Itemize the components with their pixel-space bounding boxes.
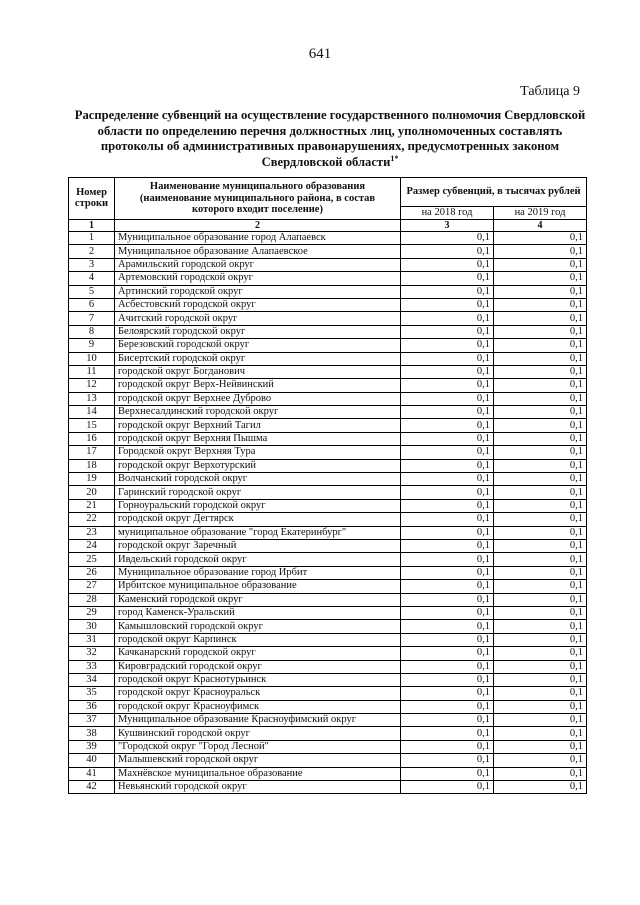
table-row — [69, 258, 587, 271]
subsidy-2019: 0,1 — [494, 687, 587, 700]
subsidy-2018: 0,1 — [401, 312, 494, 325]
municipality-name: городской округ Карпинск — [115, 633, 401, 646]
row-number: 5 — [69, 285, 115, 298]
table-row — [69, 553, 587, 566]
municipality-name: город Каменск-Уральский — [115, 606, 401, 619]
table-row — [69, 754, 587, 767]
table-row — [69, 647, 587, 660]
subsidy-2019: 0,1 — [494, 566, 587, 579]
municipality-name: Волчанский городской округ — [115, 473, 401, 486]
table-row — [69, 740, 587, 753]
municipality-name: Муниципальное образование город Алапаевск — [115, 232, 401, 245]
row-number: 32 — [69, 647, 115, 660]
subsidy-2019: 0,1 — [494, 245, 587, 258]
table-body — [69, 232, 587, 794]
header-year-2019: на 2019 год — [494, 207, 587, 220]
table-row — [69, 767, 587, 780]
municipality-name: городской округ Верхний Тагил — [115, 419, 401, 432]
row-number: 24 — [69, 539, 115, 552]
row-number: 14 — [69, 406, 115, 419]
subsidy-2018: 0,1 — [401, 767, 494, 780]
table-row — [69, 593, 587, 606]
row-number: 42 — [69, 781, 115, 794]
subsidy-2018: 0,1 — [401, 633, 494, 646]
municipality-name: городской округ Краснотурьинск — [115, 673, 401, 686]
row-number: 36 — [69, 700, 115, 713]
row-number: 13 — [69, 392, 115, 405]
table-label: Таблица 9 — [520, 84, 580, 99]
row-number: 40 — [69, 754, 115, 767]
subsidy-2018: 0,1 — [401, 232, 494, 245]
municipality-name: Ачитский городской округ — [115, 312, 401, 325]
table-row — [69, 580, 587, 593]
subsidy-2018: 0,1 — [401, 258, 494, 271]
subsidy-2019: 0,1 — [494, 754, 587, 767]
subsidy-2019: 0,1 — [494, 499, 587, 512]
page-number: 641 — [308, 46, 332, 62]
municipality-name: городской округ Заречный — [115, 539, 401, 552]
row-number: 27 — [69, 580, 115, 593]
municipality-name: Арамильский городской округ — [115, 258, 401, 271]
table-row — [69, 245, 587, 258]
table-row — [69, 526, 587, 539]
table-row — [69, 499, 587, 512]
table-row — [69, 392, 587, 405]
table-row — [69, 379, 587, 392]
subsidy-2018: 0,1 — [401, 754, 494, 767]
subsidy-2019: 0,1 — [494, 473, 587, 486]
table-row — [69, 419, 587, 432]
row-number: 10 — [69, 352, 115, 365]
subsidy-2018: 0,1 — [401, 432, 494, 445]
table-row — [69, 714, 587, 727]
subsidy-2018: 0,1 — [401, 298, 494, 311]
subsidy-2018: 0,1 — [401, 781, 494, 794]
row-number: 41 — [69, 767, 115, 780]
subsidy-2018: 0,1 — [401, 272, 494, 285]
subsidy-2019: 0,1 — [494, 406, 587, 419]
row-number: 7 — [69, 312, 115, 325]
table-row — [69, 566, 587, 579]
row-number: 31 — [69, 633, 115, 646]
row-number: 15 — [69, 419, 115, 432]
municipality-name: Ивдельский городской округ — [115, 553, 401, 566]
subsidy-2019: 0,1 — [494, 312, 587, 325]
table-row — [69, 339, 587, 352]
subsidy-2019: 0,1 — [494, 633, 587, 646]
subsidy-2019: 0,1 — [494, 258, 587, 271]
municipality-name: городской округ Верхотурский — [115, 459, 401, 472]
subsidy-2018: 0,1 — [401, 352, 494, 365]
row-number: 25 — [69, 553, 115, 566]
table-row — [69, 660, 587, 673]
subsidy-2019: 0,1 — [494, 740, 587, 753]
row-number: 38 — [69, 727, 115, 740]
subsidy-table — [68, 177, 587, 794]
subsidy-2018: 0,1 — [401, 446, 494, 459]
municipality-name: Муниципальное образование Алапаевское — [115, 245, 401, 258]
row-number: 18 — [69, 459, 115, 472]
subsidy-2018: 0,1 — [401, 245, 494, 258]
table-row — [69, 781, 587, 794]
subsidy-2018: 0,1 — [401, 379, 494, 392]
table-row — [69, 700, 587, 713]
table-row — [69, 687, 587, 700]
subsidy-2018: 0,1 — [401, 620, 494, 633]
row-number: 19 — [69, 473, 115, 486]
row-number: 4 — [69, 272, 115, 285]
subsidy-2019: 0,1 — [494, 459, 587, 472]
subsidy-2019: 0,1 — [494, 513, 587, 526]
row-number: 29 — [69, 606, 115, 619]
table-row — [69, 727, 587, 740]
table-row — [69, 473, 587, 486]
subsidy-2019: 0,1 — [494, 272, 587, 285]
subsidy-2018: 0,1 — [401, 406, 494, 419]
column-number-2: 2 — [115, 219, 401, 232]
municipality-name: Артемовский городской округ — [115, 272, 401, 285]
municipality-name: Ирбитское муниципальное образование — [115, 580, 401, 593]
subsidy-2018: 0,1 — [401, 419, 494, 432]
row-number: 11 — [69, 365, 115, 378]
municipality-name: городской округ Верхнее Дуброво — [115, 392, 401, 405]
column-number-1: 1 — [69, 219, 115, 232]
subsidy-2019: 0,1 — [494, 700, 587, 713]
row-number: 22 — [69, 513, 115, 526]
row-number: 8 — [69, 325, 115, 338]
table-row — [69, 432, 587, 445]
subsidy-2019: 0,1 — [494, 339, 587, 352]
subsidy-2019: 0,1 — [494, 647, 587, 660]
subsidy-2019: 0,1 — [494, 539, 587, 552]
subsidy-2019: 0,1 — [494, 285, 587, 298]
subsidy-2019: 0,1 — [494, 660, 587, 673]
row-number: 21 — [69, 499, 115, 512]
subsidy-2018: 0,1 — [401, 647, 494, 660]
table-row — [69, 459, 587, 472]
municipality-name: Махнёвское муниципальное образование — [115, 767, 401, 780]
subsidy-2019: 0,1 — [494, 781, 587, 794]
table-row — [69, 285, 587, 298]
subsidy-2019: 0,1 — [494, 620, 587, 633]
header-number: Номер строки — [69, 178, 115, 220]
subsidy-2019: 0,1 — [494, 392, 587, 405]
row-number: 1 — [69, 232, 115, 245]
subsidy-2018: 0,1 — [401, 606, 494, 619]
subsidy-2019: 0,1 — [494, 325, 587, 338]
row-number: 12 — [69, 379, 115, 392]
municipality-name: Артинский городской округ — [115, 285, 401, 298]
subsidy-2019: 0,1 — [494, 673, 587, 686]
municipality-name: муниципальное образование "город Екатеринбург" — [115, 526, 401, 539]
title-footnote-mark: 1* — [390, 153, 399, 163]
subsidy-2019: 0,1 — [494, 606, 587, 619]
table-row — [69, 673, 587, 686]
row-number: 34 — [69, 673, 115, 686]
table-row — [69, 312, 587, 325]
subsidy-2019: 0,1 — [494, 298, 587, 311]
header-size: Размер субвенций, в тысячах рублей — [401, 178, 587, 207]
municipality-name: городской округ Дегтярск — [115, 513, 401, 526]
subsidy-2019: 0,1 — [494, 232, 587, 245]
municipality-name: Березовский городской округ — [115, 339, 401, 352]
municipality-name: городской округ Красноуральск — [115, 687, 401, 700]
subsidy-2018: 0,1 — [401, 580, 494, 593]
subsidy-2018: 0,1 — [401, 486, 494, 499]
subsidy-2018: 0,1 — [401, 700, 494, 713]
subsidy-2018: 0,1 — [401, 673, 494, 686]
subsidy-2019: 0,1 — [494, 365, 587, 378]
table-row — [69, 232, 587, 245]
table-row — [69, 325, 587, 338]
subsidy-2018: 0,1 — [401, 513, 494, 526]
subsidy-2018: 0,1 — [401, 499, 494, 512]
table-row — [69, 446, 587, 459]
subsidy-2018: 0,1 — [401, 392, 494, 405]
subsidy-2018: 0,1 — [401, 325, 494, 338]
subsidy-2019: 0,1 — [494, 714, 587, 727]
subsidy-2018: 0,1 — [401, 539, 494, 552]
subsidy-2018: 0,1 — [401, 740, 494, 753]
row-number: 16 — [69, 432, 115, 445]
subsidy-2019: 0,1 — [494, 767, 587, 780]
municipality-name: Кушвинский городской округ — [115, 727, 401, 740]
subsidy-2019: 0,1 — [494, 727, 587, 740]
subsidy-2018: 0,1 — [401, 473, 494, 486]
municipality-name: Невьянский городской округ — [115, 781, 401, 794]
subsidy-2019: 0,1 — [494, 432, 587, 445]
subsidy-2018: 0,1 — [401, 459, 494, 472]
row-number: 37 — [69, 714, 115, 727]
municipality-name: Каменский городской округ — [115, 593, 401, 606]
municipality-name: Белоярский городской округ — [115, 325, 401, 338]
municipality-name: Муниципальное образование Красноуфимский округ — [115, 714, 401, 727]
municipality-name: Кировградский городской округ — [115, 660, 401, 673]
table-row — [69, 298, 587, 311]
municipality-name: городской округ Красноуфимск — [115, 700, 401, 713]
table-row — [69, 620, 587, 633]
row-number: 2 — [69, 245, 115, 258]
subsidy-2018: 0,1 — [401, 687, 494, 700]
table-row — [69, 633, 587, 646]
row-number: 30 — [69, 620, 115, 633]
row-number: 3 — [69, 258, 115, 271]
subsidy-2018: 0,1 — [401, 566, 494, 579]
municipality-name: Бисертский городской округ — [115, 352, 401, 365]
municipality-name: Качканарский городской округ — [115, 647, 401, 660]
row-number: 6 — [69, 298, 115, 311]
subsidy-2018: 0,1 — [401, 593, 494, 606]
subsidy-2019: 0,1 — [494, 446, 587, 459]
table-row — [69, 513, 587, 526]
row-number: 28 — [69, 593, 115, 606]
municipality-name: городской округ Верх-Нейвинский — [115, 379, 401, 392]
municipality-name: Верхнесалдинский городской округ — [115, 406, 401, 419]
header-year-2018: на 2018 год — [401, 207, 494, 220]
row-number: 26 — [69, 566, 115, 579]
municipality-name: Гаринский городской округ — [115, 486, 401, 499]
subsidy-2019: 0,1 — [494, 526, 587, 539]
column-number-3: 3 — [401, 219, 494, 232]
table-row — [69, 486, 587, 499]
subsidy-2019: 0,1 — [494, 352, 587, 365]
municipality-name: Асбестовский городской округ — [115, 298, 401, 311]
table-row — [69, 352, 587, 365]
subsidy-2018: 0,1 — [401, 660, 494, 673]
subsidy-2018: 0,1 — [401, 526, 494, 539]
municipality-name: городской округ Богданович — [115, 365, 401, 378]
row-number: 39 — [69, 740, 115, 753]
table-row — [69, 272, 587, 285]
municipality-name: Муниципальное образование город Ирбит — [115, 566, 401, 579]
table-row — [69, 406, 587, 419]
row-number: 23 — [69, 526, 115, 539]
column-number-4: 4 — [494, 219, 587, 232]
document-title — [70, 108, 590, 170]
subsidy-2019: 0,1 — [494, 553, 587, 566]
table-row — [69, 606, 587, 619]
municipality-name: городской округ Верхняя Пышма — [115, 432, 401, 445]
subsidy-2019: 0,1 — [494, 580, 587, 593]
municipality-name: Городской округ Верхняя Тура — [115, 446, 401, 459]
subsidy-2019: 0,1 — [494, 379, 587, 392]
municipality-name: Малышевский городской округ — [115, 754, 401, 767]
municipality-name: Горноуральский городской округ — [115, 499, 401, 512]
subsidy-2018: 0,1 — [401, 553, 494, 566]
subsidy-2018: 0,1 — [401, 714, 494, 727]
subsidy-2019: 0,1 — [494, 419, 587, 432]
subsidy-2019: 0,1 — [494, 486, 587, 499]
row-number: 35 — [69, 687, 115, 700]
subsidy-2018: 0,1 — [401, 339, 494, 352]
title-text: Распределение субвенций на осуществление государственного полномочия Свердловской области по определению перечня должностных лиц, уполномоченных составлять протоколы об административных правонарушениях, предусмотренных законом Свердловской области — [74, 108, 586, 169]
row-number: 33 — [69, 660, 115, 673]
table-row — [69, 365, 587, 378]
row-number: 9 — [69, 339, 115, 352]
subsidy-2018: 0,1 — [401, 285, 494, 298]
row-number: 20 — [69, 486, 115, 499]
municipality-name: Камышловский городской округ — [115, 620, 401, 633]
subsidy-2018: 0,1 — [401, 727, 494, 740]
subsidy-2018: 0,1 — [401, 365, 494, 378]
header-name: Наименование муниципального образования (наименование муниципального района, в состав которого входит поселение) — [115, 178, 401, 220]
table-row — [69, 539, 587, 552]
row-number: 17 — [69, 446, 115, 459]
subsidy-2019: 0,1 — [494, 593, 587, 606]
municipality-name: "Городской округ "Город Лесной" — [115, 740, 401, 753]
